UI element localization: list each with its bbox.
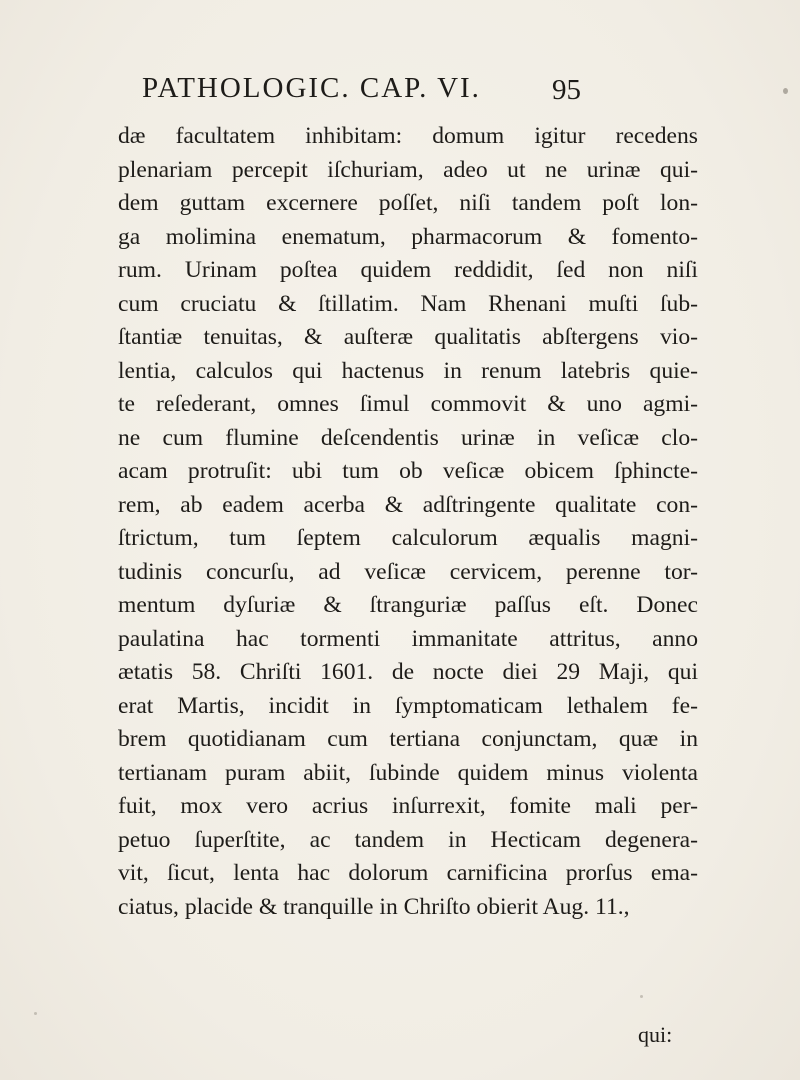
text-line: tudinis concurſu, ad veſicæ cervicem, perenne tor-	[118, 558, 698, 585]
page-number: 95	[552, 74, 581, 106]
text-line: tertianam puram abiit, ſubinde quidem minus violenta	[118, 759, 698, 786]
text-line: dem guttam excernere poſſet, niſi tandem poſt lon-	[118, 190, 698, 216]
ink-speck	[34, 1012, 37, 1015]
text-line: fuit, mox vero acrius inſurrexit, fomite mali per-	[118, 793, 698, 819]
text-line: dæ facultatem inhibitam: domum igitur recedens	[118, 123, 698, 149]
ink-speck	[783, 88, 788, 94]
running-title: PATHOLOGIC. CAP. VI.	[142, 72, 481, 104]
text-line: te reſederant, omnes ſimul commovit & uno agmi-	[118, 391, 698, 417]
text-line: ſtrictum, tum ſeptem calculorum æqualis magni-	[118, 525, 698, 551]
text-line: ſtantiæ tenuitas, & auſteræ qualitatis abſtergens vio-	[118, 324, 698, 350]
catchword: qui:	[638, 1022, 673, 1047]
text-line: acam protruſit: ubi tum ob veſicæ obicem ſphincte-	[118, 458, 698, 484]
text-line: cum cruciatu & ſtillatim. Nam Rhenani muſti ſub-	[118, 290, 698, 317]
text-line: rem, ab eadem acerba & adſtringente qualitate con-	[118, 491, 698, 518]
text-line: rum. Urinam poſtea quidem reddidit, ſed non niſi	[118, 257, 698, 283]
text-line: ætatis 58. Chriſti 1601. de nocte diei 29 Maji, qui	[118, 659, 698, 685]
text-line: brem quotidianam cum tertiana conjunctam, quæ in	[118, 726, 698, 752]
text-line: ciatus, placide & tranquille in Chriſto obierit Aug. 11.,	[118, 893, 630, 920]
page-header	[142, 72, 582, 112]
text-line: erat Martis, incidit in ſymptomaticam lethalem fe-	[118, 692, 698, 719]
text-line: petuo ſuperſtite, ac tandem in Hecticam degenera-	[118, 826, 698, 853]
body-text	[118, 120, 698, 924]
text-line: vit, ſicut, lenta hac dolorum carnificina prorſus ema-	[118, 860, 698, 886]
text-line: lentia, calculos qui hactenus in renum latebris quie-	[118, 357, 698, 384]
text-line: mentum dyſuriæ & ſtranguriæ paſſus eſt. Donec	[118, 592, 698, 618]
text-line: ne cum flumine deſcendentis urinæ in veſicæ clo-	[118, 424, 698, 451]
ink-speck	[640, 995, 643, 998]
text-line: plenariam percepit iſchuriam, adeo ut ne urinæ qui-	[118, 156, 698, 183]
text-line: paulatina hac tormenti immanitate attritus, anno	[118, 625, 698, 652]
text-line: ga molimina enematum, pharmacorum & fomento-	[118, 223, 698, 250]
